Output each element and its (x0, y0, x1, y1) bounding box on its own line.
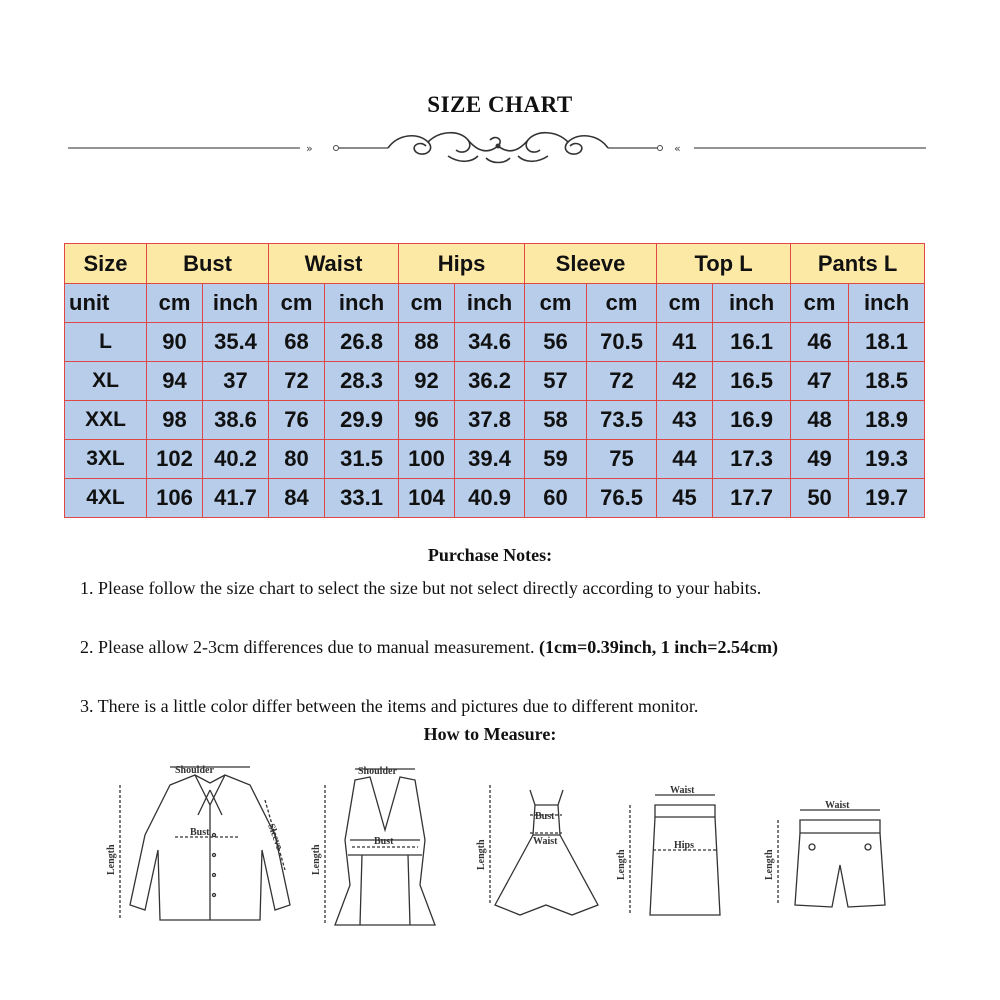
value-cell: 46 (791, 323, 849, 362)
value-cell: 38.6 (203, 401, 269, 440)
value-cell: 56 (525, 323, 587, 362)
value-cell: 58 (525, 401, 587, 440)
value-cell: 94 (147, 362, 203, 401)
value-cell: 41 (657, 323, 713, 362)
value-cell: 18.5 (849, 362, 925, 401)
unit-cell: cm (399, 284, 455, 323)
header-cell: Bust (147, 244, 269, 284)
value-cell: 37 (203, 362, 269, 401)
label-length-1: Length (106, 844, 117, 875)
unit-cell: cm (587, 284, 657, 323)
value-cell: 80 (269, 440, 325, 479)
dress-diagram (490, 785, 598, 915)
table-row (65, 479, 925, 518)
value-cell: 60 (525, 479, 587, 518)
header-cell: Pants L (791, 244, 925, 284)
value-cell: 18.1 (849, 323, 925, 362)
header-cell: Size (65, 244, 147, 284)
label-length-4: Length (616, 849, 627, 880)
unit-row (65, 284, 925, 323)
header-cell: Top L (657, 244, 791, 284)
value-cell: 50 (791, 479, 849, 518)
value-cell: 47 (791, 362, 849, 401)
unit-cell: cm (147, 284, 203, 323)
size-cell: L (65, 323, 147, 362)
value-cell: 41.7 (203, 479, 269, 518)
blouse-diagram (120, 767, 290, 920)
value-cell: 34.6 (455, 323, 525, 362)
size-chart-table (64, 243, 925, 518)
value-cell: 102 (147, 440, 203, 479)
note-2-conversion: (1cm=0.39inch, 1 inch=2.54cm) (539, 637, 779, 657)
value-cell: 36.2 (455, 362, 525, 401)
label-length-5: Length (764, 849, 775, 880)
label-sleeve-1: Sleeve (265, 822, 285, 852)
label-bust-3: Bust (535, 811, 555, 822)
header-cell: Hips (399, 244, 525, 284)
value-cell: 72 (587, 362, 657, 401)
unit-cell: cm (269, 284, 325, 323)
value-cell: 45 (657, 479, 713, 518)
value-cell: 26.8 (325, 323, 399, 362)
note-1: 1. Please follow the size chart to select the size but not select directly according to your habits. (80, 578, 762, 598)
label-waist-3: Waist (533, 836, 558, 847)
label-bust-1: Bust (190, 827, 210, 838)
unit-cell: inch (713, 284, 791, 323)
how-to-measure-title: How to Measure: (423, 724, 557, 744)
value-cell: 19.3 (849, 440, 925, 479)
table-row (65, 323, 925, 362)
value-cell: 88 (399, 323, 455, 362)
value-cell: 18.9 (849, 401, 925, 440)
value-cell: 16.5 (713, 362, 791, 401)
unit-cell: cm (657, 284, 713, 323)
value-cell: 39.4 (455, 440, 525, 479)
value-cell: 17.7 (713, 479, 791, 518)
svg-text:«: « (674, 142, 681, 155)
value-cell: 33.1 (325, 479, 399, 518)
value-cell: 48 (791, 401, 849, 440)
unit-cell: inch (849, 284, 925, 323)
value-cell: 17.3 (713, 440, 791, 479)
value-cell: 106 (147, 479, 203, 518)
label-hips-4: Hips (674, 840, 695, 851)
value-cell: 68 (269, 323, 325, 362)
size-cell: 4XL (65, 479, 147, 518)
unit-cell: inch (325, 284, 399, 323)
unit-cell: inch (455, 284, 525, 323)
value-cell: 90 (147, 323, 203, 362)
value-cell: 16.1 (713, 323, 791, 362)
value-cell: 72 (269, 362, 325, 401)
value-cell: 35.4 (203, 323, 269, 362)
value-cell: 104 (399, 479, 455, 518)
value-cell: 40.9 (455, 479, 525, 518)
value-cell: 76 (269, 401, 325, 440)
label-waist-4: Waist (670, 785, 695, 796)
label-shoulder-1: Shoulder (175, 765, 214, 776)
unit-cell: inch (203, 284, 269, 323)
ornament-divider (68, 126, 926, 170)
label-length-3: Length (476, 839, 487, 870)
purchase-notes-title: Purchase Notes: (427, 545, 553, 565)
value-cell: 70.5 (587, 323, 657, 362)
value-cell: 76.5 (587, 479, 657, 518)
tank-top-diagram (325, 769, 435, 925)
size-cell: 3XL (65, 440, 147, 479)
note-3: 3. There is a little color differ between the items and pictures due to different monitor. (80, 696, 699, 716)
value-cell: 73.5 (587, 401, 657, 440)
value-cell: 59 (525, 440, 587, 479)
table-row (65, 401, 925, 440)
unit-cell: unit (65, 284, 147, 323)
table-row (65, 440, 925, 479)
unit-cell: cm (791, 284, 849, 323)
value-cell: 29.9 (325, 401, 399, 440)
page-title: SIZE CHART (427, 92, 573, 117)
size-cell: XXL (65, 401, 147, 440)
value-cell: 19.7 (849, 479, 925, 518)
value-cell: 31.5 (325, 440, 399, 479)
skirt-diagram (630, 795, 720, 915)
value-cell: 42 (657, 362, 713, 401)
value-cell: 49 (791, 440, 849, 479)
size-cell: XL (65, 362, 147, 401)
shorts-diagram (778, 810, 885, 907)
value-cell: 28.3 (325, 362, 399, 401)
value-cell: 75 (587, 440, 657, 479)
value-cell: 84 (269, 479, 325, 518)
value-cell: 96 (399, 401, 455, 440)
unit-cell: cm (525, 284, 587, 323)
header-cell: Waist (269, 244, 399, 284)
measurement-diagrams (90, 755, 920, 940)
value-cell: 44 (657, 440, 713, 479)
header-cell: Sleeve (525, 244, 657, 284)
value-cell: 16.9 (713, 401, 791, 440)
note-2-text: 2. Please allow 2-3cm differences due to manual measurement. (80, 637, 540, 657)
label-waist-5: Waist (825, 800, 850, 811)
value-cell: 37.8 (455, 401, 525, 440)
value-cell: 40.2 (203, 440, 269, 479)
svg-text:»: » (306, 142, 313, 155)
value-cell: 43 (657, 401, 713, 440)
label-length-2: Length (311, 844, 322, 875)
value-cell: 100 (399, 440, 455, 479)
value-cell: 98 (147, 401, 203, 440)
label-shoulder-2: Shoulder (358, 766, 397, 777)
value-cell: 92 (399, 362, 455, 401)
table-row (65, 362, 925, 401)
note-2 (80, 632, 940, 662)
value-cell: 57 (525, 362, 587, 401)
label-bust-2: Bust (374, 836, 394, 847)
header-row (65, 244, 925, 284)
